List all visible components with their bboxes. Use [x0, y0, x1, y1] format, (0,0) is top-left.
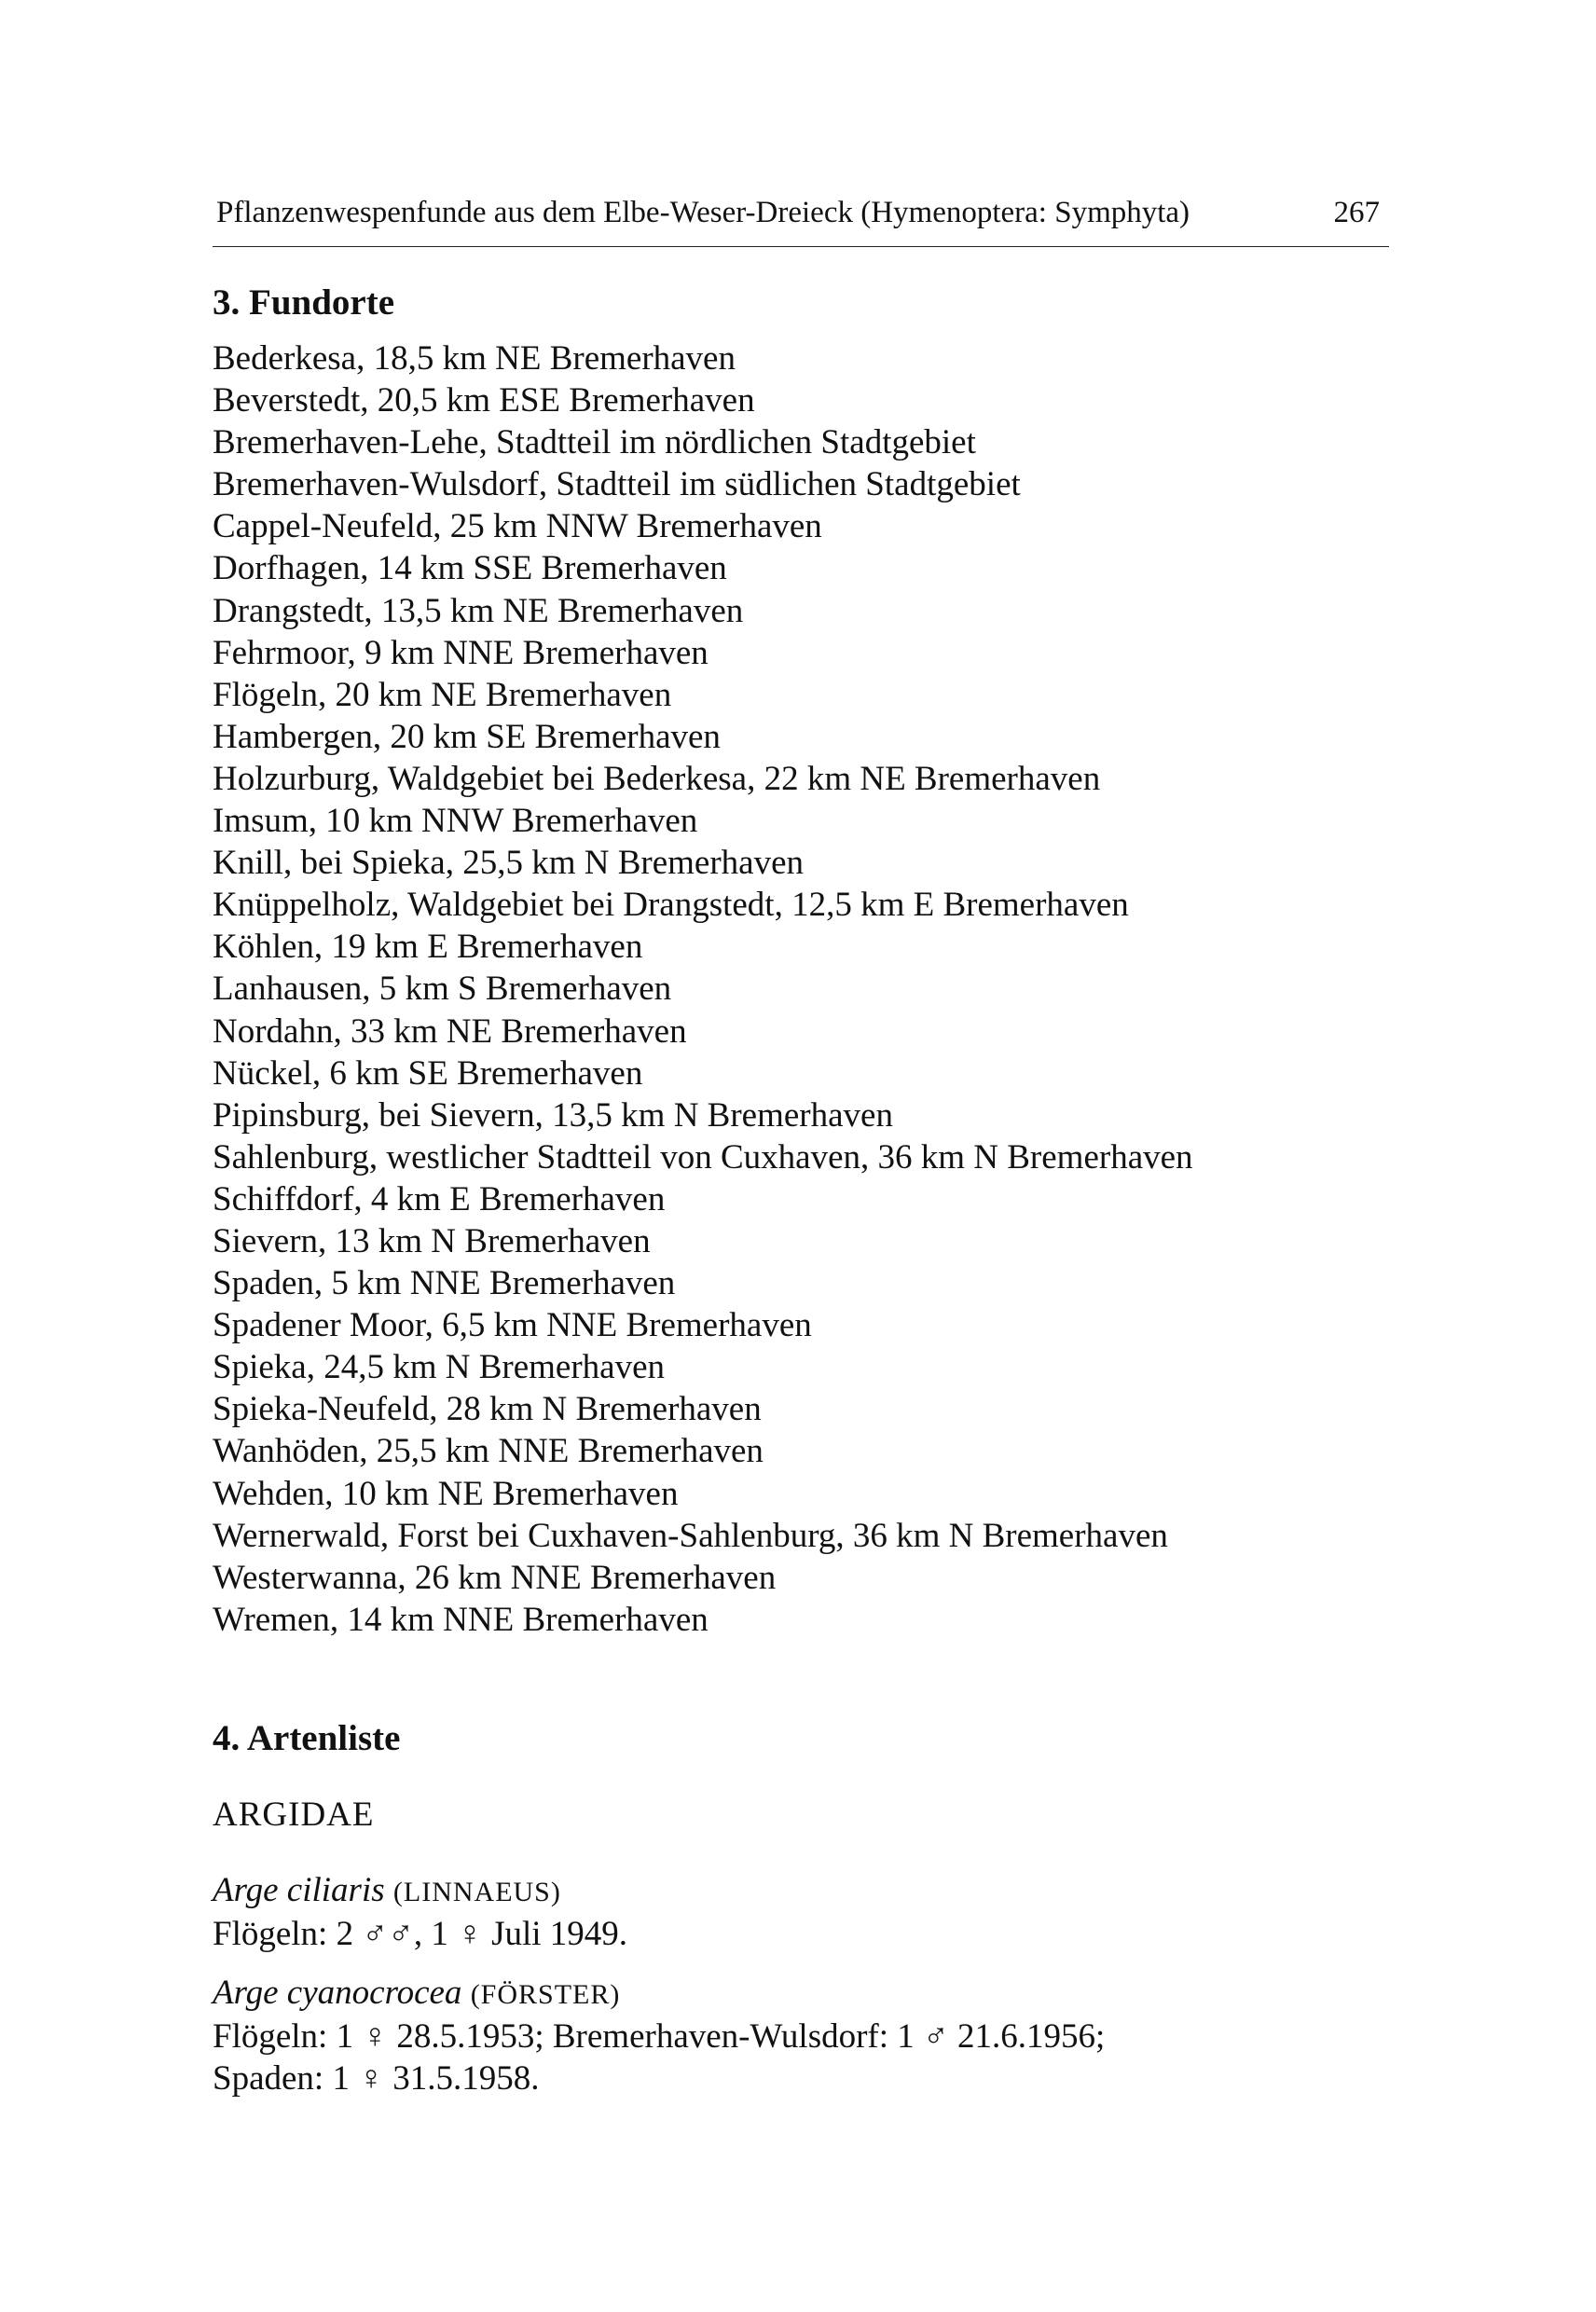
- locality-item: Nückel, 6 km SE Bremerhaven: [213, 1053, 643, 1093]
- locality-item: Sahlenburg, westlicher Stadtteil von Cuxhaven, 36 km N Bremerhaven: [213, 1137, 1193, 1177]
- species-binomial: Arge ciliaris: [213, 1871, 385, 1909]
- locality-item: Spadener Moor, 6,5 km NNE Bremerhaven: [213, 1306, 812, 1345]
- locality-item: Spieka, 24,5 km N Bremerhaven: [213, 1348, 665, 1387]
- locality-item: Beverstedt, 20,5 km ESE Bremerhaven: [213, 381, 755, 420]
- locality-item: Fehrmoor, 9 km NNE Bremerhaven: [213, 633, 709, 672]
- locality-item: Hambergen, 20 km SE Bremerhaven: [213, 717, 721, 756]
- locality-item: Knill, bei Spieka, 25,5 km N Bremerhaven: [213, 844, 805, 883]
- locality-item: Lanhausen, 5 km S Bremerhaven: [213, 970, 672, 1009]
- species-name-line: [213, 1972, 1105, 2016]
- species-entry: [213, 1972, 1105, 2099]
- locality-item: Schiffdorf, 4 km E Bremerhaven: [213, 1179, 666, 1218]
- locality-item: Wanhöden, 25,5 km NNE Bremerhaven: [213, 1432, 764, 1471]
- locality-item: Spieka-Neufeld, 28 km N Bremerhaven: [213, 1390, 762, 1429]
- locality-item: Westerwanna, 26 km NNE Bremerhaven: [213, 1558, 777, 1597]
- locality-item: Sievern, 13 km N Bremerhaven: [213, 1221, 651, 1260]
- species-record: Spaden: 1 ♀ 31.5.1958.: [213, 2059, 540, 2098]
- species-name-line: [213, 1869, 627, 1913]
- locality-item: Bederkesa, 18,5 km NE Bremerhaven: [213, 339, 736, 378]
- species-record: Flögeln: 2 ♂♂, 1 ♀ Juli 1949.: [213, 1915, 628, 1953]
- species-author: (FÖRSTER): [470, 1979, 621, 2010]
- locality-item: Holzurburg, Waldgebiet bei Bederkesa, 22 km NE Bremerhaven: [213, 759, 1101, 798]
- family-name: ARGIDAE: [213, 1796, 375, 1834]
- locality-item: Cappel-Neufeld, 25 km NNW Bremerhaven: [213, 507, 822, 546]
- species-entry: [213, 1869, 627, 1955]
- species-record: Flögeln: 1 ♀ 28.5.1953; Bremerhaven-Wulsdorf: 1 ♂ 21.6.1956;: [213, 2017, 1106, 2056]
- locality-item: Dorfhagen, 14 km SSE Bremerhaven: [213, 549, 727, 588]
- locality-item: Spaden, 5 km NNE Bremerhaven: [213, 1264, 676, 1303]
- running-head-title: Pflanzenwespenfunde aus dem Elbe-Weser-Dreieck (Hymenoptera: Symphyta): [216, 196, 1190, 229]
- locality-item: Bremerhaven-Lehe, Stadtteil im nördlichen Stadtgebiet: [213, 423, 976, 462]
- species-author: (LINNAEUS): [392, 1877, 561, 1907]
- species-binomial: Arge cyanocrocea: [213, 1974, 462, 2012]
- locality-item: Flögeln, 20 km NE Bremerhaven: [213, 675, 672, 714]
- locality-item: Köhlen, 19 km E Bremerhaven: [213, 928, 643, 967]
- locality-item: Imsum, 10 km NNW Bremerhaven: [213, 802, 698, 841]
- locality-item: Pipinsburg, bei Sievern, 13,5 km N Bremerhaven: [213, 1095, 893, 1135]
- locality-item: Nordahn, 33 km NE Bremerhaven: [213, 1012, 687, 1051]
- locality-list: [213, 337, 1193, 1641]
- page-number: 267: [1333, 196, 1380, 229]
- locality-item: Wremen, 14 km NNE Bremerhaven: [213, 1600, 709, 1639]
- section-heading-artenliste: 4. Artenliste: [213, 1718, 401, 1758]
- section-heading-fundorte: 3. Fundorte: [213, 282, 394, 323]
- locality-item: Wehden, 10 km NE Bremerhaven: [213, 1474, 679, 1513]
- locality-item: Knüppelholz, Waldgebiet bei Drangstedt, 12,5 km E Bremerhaven: [213, 886, 1129, 925]
- locality-item: Bremerhaven-Wulsdorf, Stadtteil im südlichen Stadtgebiet: [213, 465, 1021, 504]
- locality-item: Wernerwald, Forst bei Cuxhaven-Sahlenburg, 36 km N Bremerhaven: [213, 1516, 1168, 1555]
- running-head: [213, 192, 1389, 247]
- locality-item: Drangstedt, 13,5 km NE Bremerhaven: [213, 591, 744, 630]
